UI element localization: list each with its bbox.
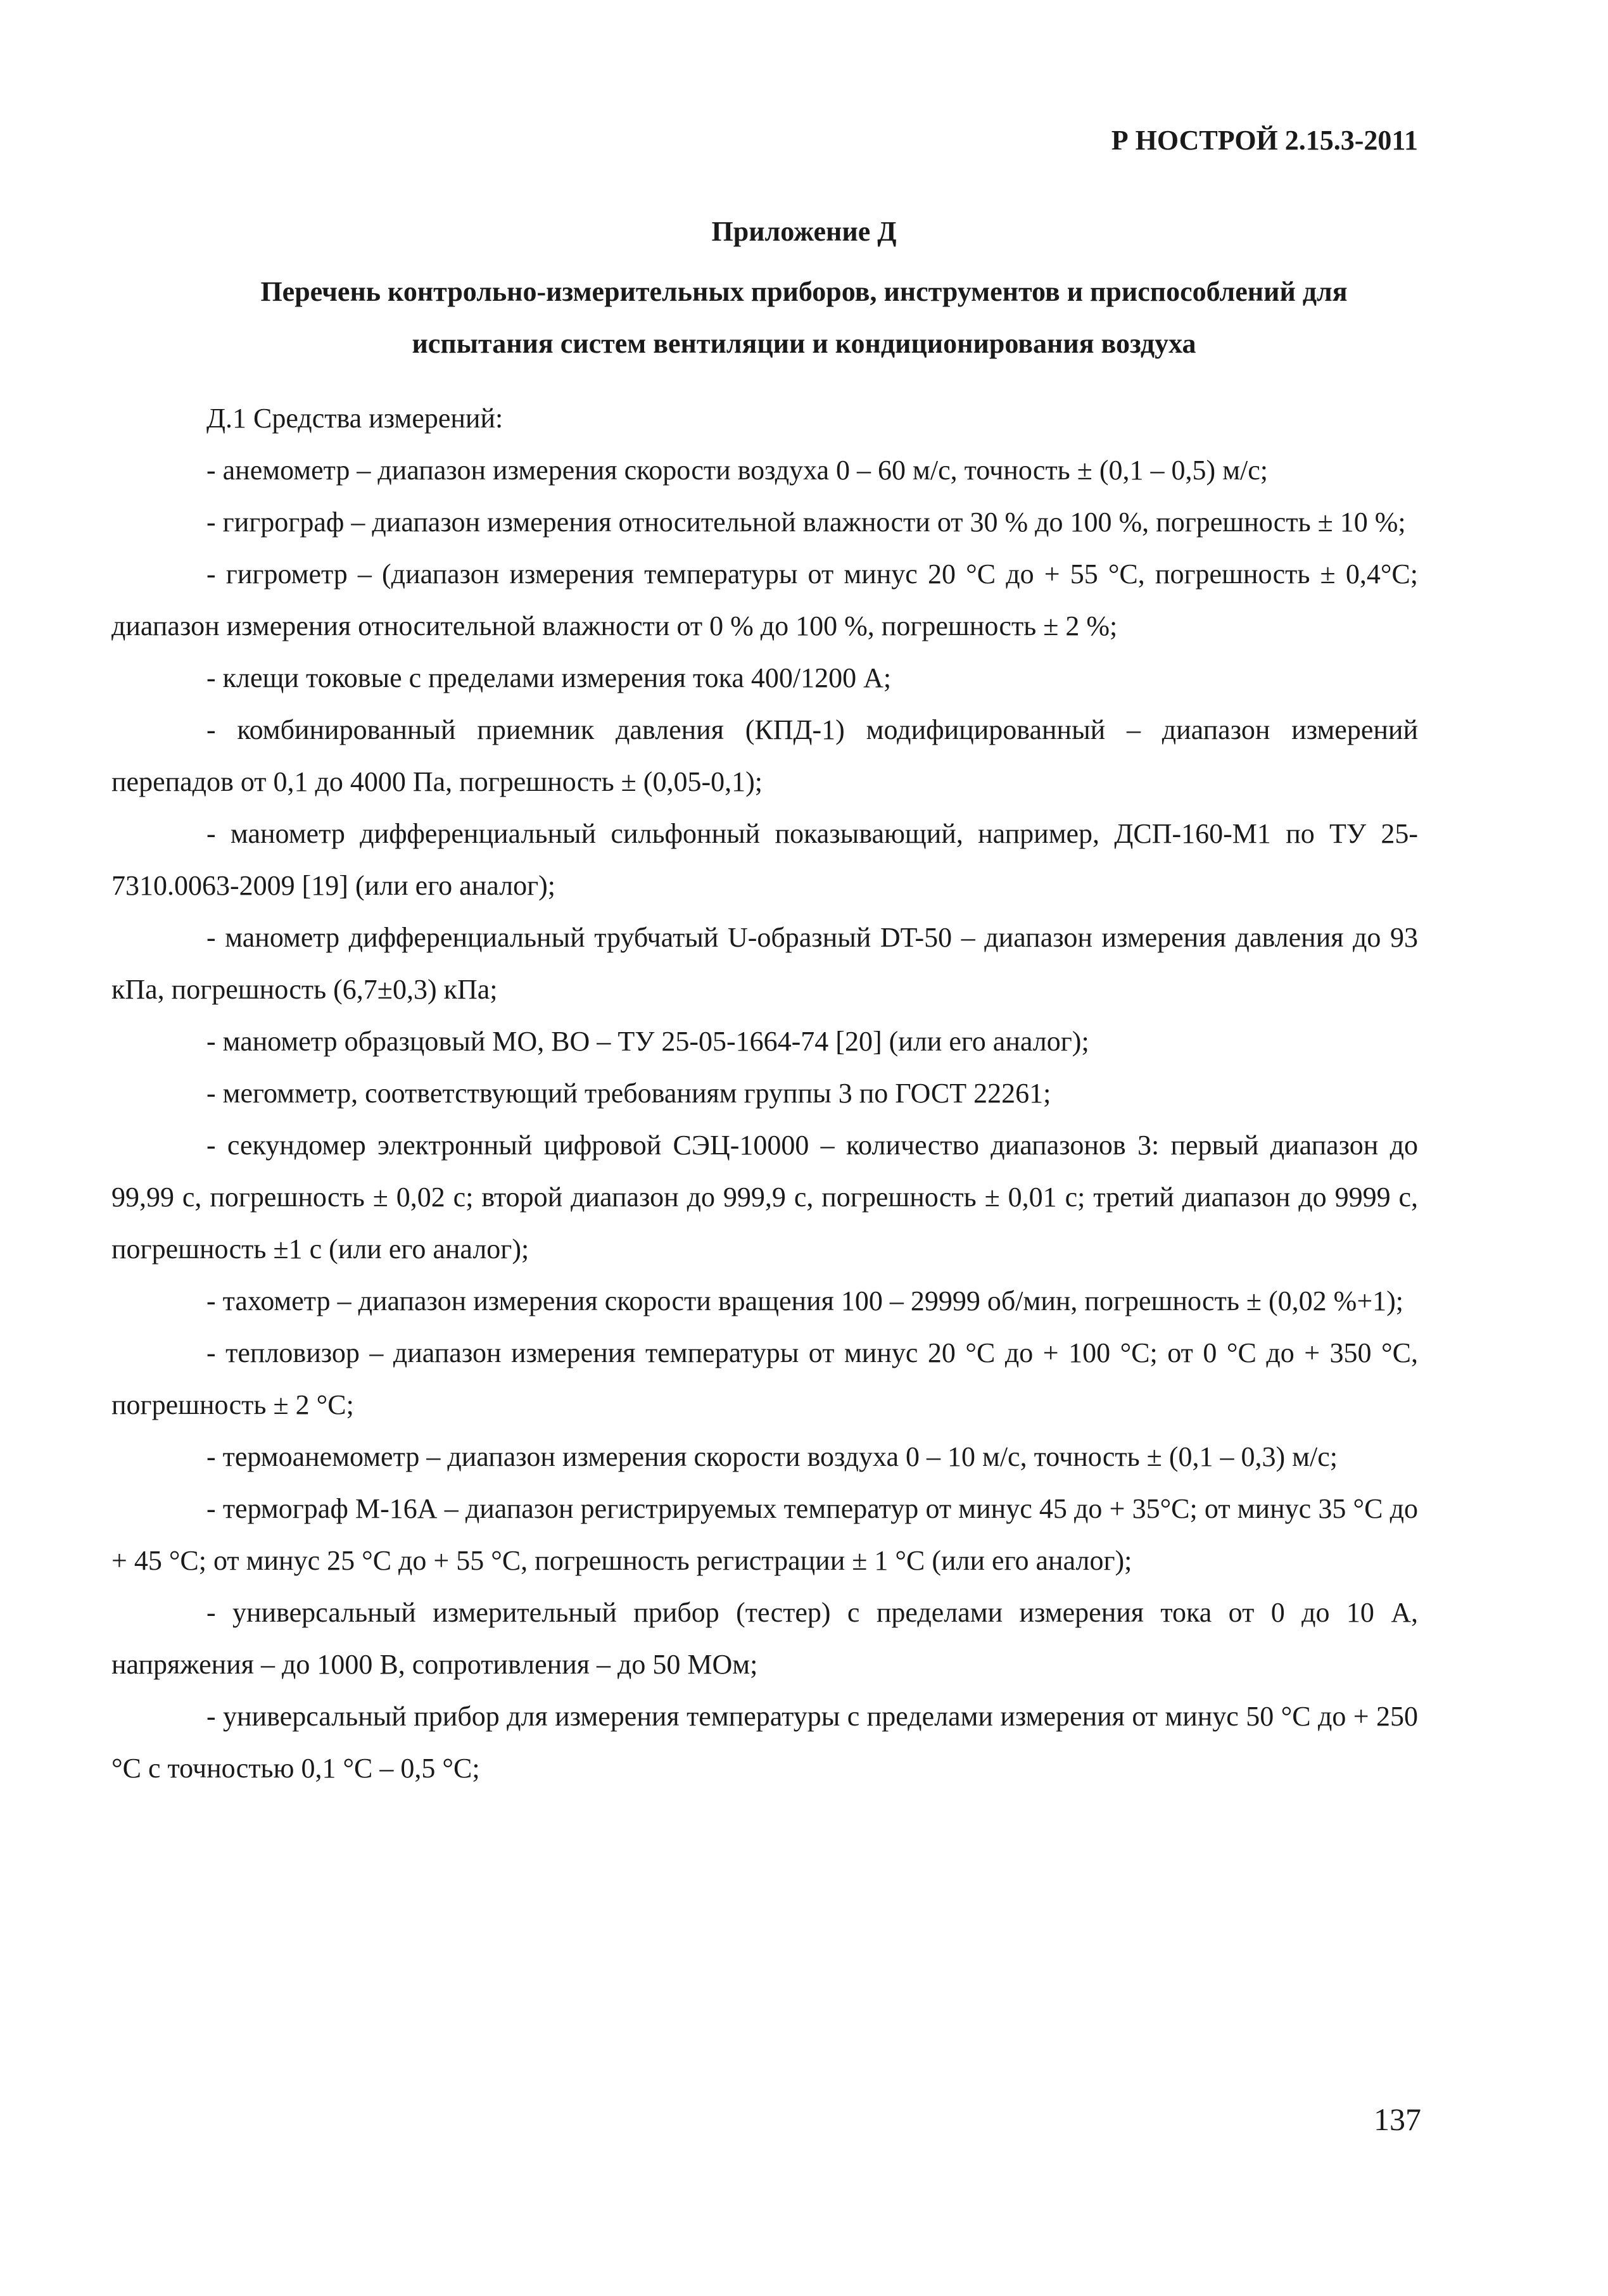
appendix-heading	[139, 266, 1469, 370]
list-item: - анемометр – диапазон измерения скорости воздуха 0 – 60 м/с, точность ± (0,1 – 0,5) м/с;	[206, 455, 1269, 486]
list-item: - манометр образцовый МО, ВО – ТУ 25-05-1664-74 [20] (или его аналог);	[206, 1026, 1089, 1057]
section-intro: Д.1 Средства измерений:	[206, 403, 503, 434]
appendix-title: Приложение Д	[711, 216, 897, 247]
appendix-heading-line: испытания систем вентиляции и кондиционирования воздуха	[412, 328, 1196, 359]
list-item: - манометр дифференциальный трубчатый U-образный DT-50 – диапазон измерения давления до 93 кПа, погрешность (6,7±0,3) кПа;	[111, 922, 1418, 1005]
list-item: - универсальный измерительный прибор (тестер) с пределами измерения тока от 0 до 10 А, напряжения – до 1000 В, сопротивления – до 50 МОм;	[111, 1597, 1418, 1680]
list-item: - комбинированный приемник давления (КПД-1) модифицированный – диапазон измерений перепадов от 0,1 до 4000 Па, погрешность ± (0,05-0,1);	[111, 714, 1418, 797]
list-item: - тахометр – диапазон измерения скорости вращения 100 – 29999 об/мин, погрешность ± (0,02 %+1);	[206, 1285, 1404, 1316]
list-item: - манометр дифференциальный сильфонный показывающий, например, ДСП-160-М1 по ТУ 25-7310.0063-2009 [19] (или его аналог);	[111, 818, 1418, 901]
appendix-heading-line: Перечень контрольно-измерительных приборов, инструментов и приспособлений для	[260, 276, 1348, 307]
list-item: - тепловизор – диапазон измерения температуры от минус 20 °С до + 100 °С; от 0 °С до + 350 °С, погрешность ± 2 °С;	[111, 1337, 1418, 1420]
list-item: - термограф М-16А – диапазон регистрируемых температур от минус 45 до + 35°С; от минус 35 °С до + 45 °С; от минус 25 °С до + 55 °С, погрешность регистрации ± 1 °С (или его аналог);	[111, 1493, 1418, 1576]
list-item: - мегомметр, соответствующий требованиям группы 3 по ГОСТ 22261;	[206, 1078, 1051, 1109]
list-item: - клещи токовые с пределами измерения тока 400/1200 А;	[206, 662, 892, 693]
list-item: - гигрометр – (диапазон измерения температуры от минус 20 °С до + 55 °С, погрешность ± 0,4°С; диапазон измерения относительной влажности от 0 % до 100 %, погрешность ± 2 %;	[111, 558, 1418, 641]
page-number: 137	[1374, 2102, 1421, 2137]
document-code: Р НОСТРОЙ 2.15.3-2011	[1111, 125, 1418, 156]
list-item: - термоанемометр – диапазон измерения скорости воздуха 0 – 10 м/с, точность ± (0,1 – 0,3) м/с;	[206, 1441, 1338, 1472]
list-item: - универсальный прибор для измерения температуры с пределами измерения от минус 50 °С до + 250 °С с точностью 0,1 °С – 0,5 °С;	[111, 1701, 1418, 1784]
list-item: - гигрограф – диапазон измерения относительной влажности от 30 % до 100 %, погрешность ± 10 %;	[206, 507, 1406, 538]
instrument-list	[111, 393, 1418, 1795]
list-item: - секундомер электронный цифровой СЭЦ-10000 – количество диапазонов 3: первый диапазон до 99,99 с, погрешность ± 0,02 с; второй диапазон до 999,9 с, погрешность ± 0,01 с; третий диапазон до 9999 с, погрешность ±1 с (или его аналог);	[111, 1130, 1418, 1265]
